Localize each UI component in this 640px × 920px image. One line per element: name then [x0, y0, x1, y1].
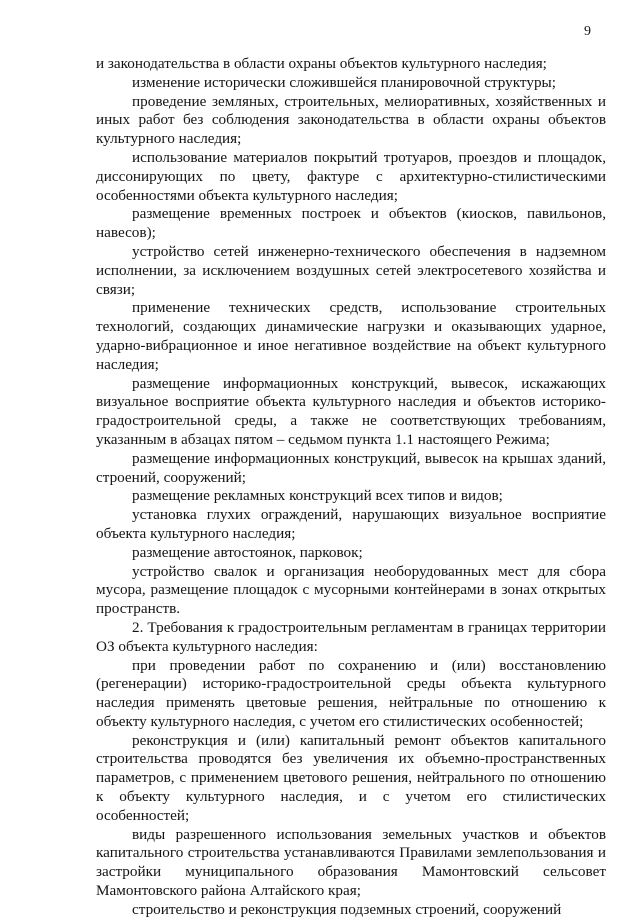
- paragraph: и законодательства в области охраны объектов культурного наследия;: [96, 55, 547, 72]
- paragraph: проведение земляных, строительных, мелиоративных, хозяйственных и иных работ без соблюдения законодательства в области охраны объектов культурного наследия;: [96, 92, 606, 148]
- paragraph: строительство и реконструкция подземных строений, сооружений: [132, 900, 562, 918]
- paragraph: применение технических средств, использование строительных технологий, создающих динамические нагрузки и оказывающих ударное, ударно-вибрационное и иное негативное воздействие на объект культурного наследия;: [96, 299, 606, 373]
- paragraph: размещение информационных конструкций, вывесок на крышах зданий, строений, сооружений;: [96, 449, 606, 486]
- paragraph: 2. Требования к градостроительным регламентам в границах территории ОЗ объекта культурного наследия:: [96, 618, 606, 655]
- document-body: [96, 55, 606, 920]
- paragraph: устройство сетей инженерно-технического обеспечения в надземном исполнении, за исключением воздушных сетей электросетевого хозяйства и связи;: [96, 242, 606, 298]
- paragraph: размещение временных построек и объектов (киосков, павильонов, навесов);: [96, 205, 606, 242]
- paragraph: реконструкция и (или) капитальный ремонт объектов капитального строительства проводятся без увеличения их объемно-пространственных параметров, с применением цветового решения, нейтрального по отношению к объекту культурного наследия, и с учетом его стилистических особенностей;: [96, 731, 606, 824]
- paragraph: размещение рекламных конструкций всех типов и видов;: [132, 487, 503, 505]
- page-number: 9: [584, 24, 591, 39]
- paragraph: изменение исторически сложившейся планировочной структуры;: [132, 73, 556, 91]
- paragraph: установка глухих ограждений, нарушающих визуальное восприятие объекта культурного наследия;: [96, 506, 606, 542]
- paragraph: размещение автостоянок, парковок;: [132, 543, 363, 561]
- paragraph: устройство свалок и организация необорудованных мест для сбора мусора, размещение площадок с мусорными контейнерами в зонах открытых пространств.: [96, 562, 606, 618]
- paragraph: размещение информационных конструкций, вывесок, искажающих визуальное восприятие объекта культурного наследия и объектов историко-градостроительной среды, а также не соответствующих требованиям, указанным в абзацах пятом – седьмом пункта 1.1 настоящего Режима;: [96, 374, 606, 448]
- paragraph: виды разрешенного использования земельных участков и объектов капитального строительства устанавливаются Правилами землепользования и застройки муниципального образования Мамонтовский сельсовет Мамонтовского района Алтайского края;: [96, 825, 606, 900]
- paragraph: использование материалов покрытий тротуаров, проездов и площадок, диссонирующих по цвету, фактуре с архитектурно-стилистическими особенностями объекта культурного наследия;: [96, 148, 606, 204]
- paragraph: при проведении работ по сохранению и (или) восстановлению (регенерации) историко-градостроительной среды объекта культурного наследия применять цветовые решения, нейтральные по отношению к объекту культурного наследия, с учетом его стилистических особенностей;: [96, 656, 606, 730]
